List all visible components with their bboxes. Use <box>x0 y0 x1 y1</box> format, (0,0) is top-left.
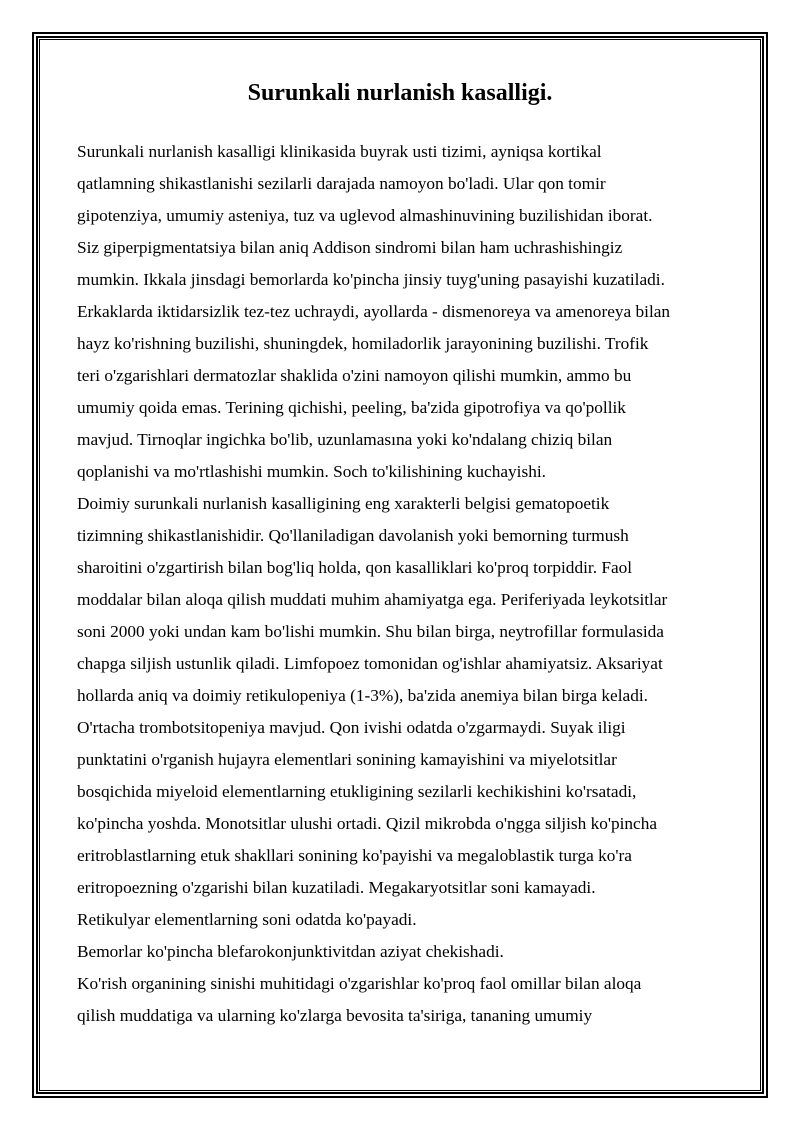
text-line: umumiy qoida emas. Terining qichishi, peeling, ba'zida gipotrofiya va qo'pollik <box>77 398 626 417</box>
document-body <box>77 136 737 1032</box>
text-line: Surunkali nurlanish kasalligi klinikasida buyrak usti tizimi, ayniqsa kortikal <box>77 142 602 161</box>
text-line: hollarda aniq va doimiy retikulopeniya (1-3%), ba'zida anemiya bilan birga keladi. <box>77 686 648 705</box>
text-line: teri o'zgarishlari dermatozlar shaklida o'zini namoyon qilishi mumkin, ammo bu <box>77 366 632 385</box>
text-line: mumkin. Ikkala jinsdagi bemorlarda ko'pincha jinsiy tuyg'uning pasayishi kuzatiladi. <box>77 270 665 289</box>
text-line: sharoitini o'zgartirish bilan bog'liq holda, qon kasalliklari ko'proq torpiddir. Faol <box>77 558 633 577</box>
document-title: Surunkali nurlanish kasalligi. <box>247 80 553 106</box>
text-line: Erkaklarda iktidarsizlik tez-tez uchraydi, ayollarda - dismenoreya va amenoreya bilan <box>77 302 671 321</box>
text-line: moddalar bilan aloqa qilish muddati muhim ahamiyatga ega. Periferiyada leykotsitlar <box>77 590 668 609</box>
text-line: eritropoezning o'zgarishi bilan kuzatiladi. Megakaryotsitlar soni kamayadi. <box>77 878 596 897</box>
text-line: gipotenziya, umumiy asteniya, tuz va uglevod almashinuvining buzilishidan iborat. <box>77 206 653 225</box>
text-line: ko'pincha yoshda. Monotsitlar ulushi ortadi. Qizil mikrobda o'ngga siljish ko'pincha <box>77 814 658 833</box>
text-line: O'rtacha trombotsitopeniya mavjud. Qon ivishi odatda o'zgarmaydi. Suyak iligi <box>77 718 626 737</box>
text-line: eritroblastlarning etuk shakllari sonining ko'payishi va megaloblastik turga ko'ra <box>77 846 632 865</box>
text-line: bosqichida miyeloid elementlarning etukligining sezilarli kechikishini ko'rsatadi, <box>77 782 637 801</box>
text-line: tizimning shikastlanishidir. Qo'llaniladigan davolanish yoki bemorning turmush <box>77 526 629 545</box>
text-line: hayz ko'rishning buzilishi, shuningdek, homiladorlik jarayonining buzilishi. Trofik <box>77 334 649 353</box>
text-line: Ko'rish organining sinishi muhitidagi o'zgarishlar ko'proq faol omillar bilan aloqa <box>77 974 642 993</box>
text-line: qilish muddatiga va ularning ko'zlarga bevosita ta'siriga, tananing umumiy <box>77 1006 593 1025</box>
text-line: Bemorlar ko'pincha blefarokonjunktivitdan aziyat chekishadi. <box>77 942 504 961</box>
text-line: chapga siljish ustunlik qiladi. Limfopoez tomonidan og'ishlar ahamiyatsiz. Aksariyat <box>77 654 663 673</box>
text-line: punktatini o'rganish hujayra elementlari sonining kamayishini va miyelotsitlar <box>77 750 617 769</box>
text-line: mavjud. Tirnoqlar ingichka bo'lib, uzunlamasına yoki ko'ndalang chiziq bilan <box>77 430 613 449</box>
text-line: Doimiy surunkali nurlanish kasalligining eng xarakterli belgisi gematopoetik <box>77 494 610 513</box>
text-line: qatlamning shikastlanishi sezilarli darajada namoyon bo'ladi. Ular qon tomir <box>77 174 606 193</box>
text-line: Siz giperpigmentatsiya bilan aniq Addison sindromi bilan ham uchrashishingiz <box>77 238 623 257</box>
text-line: qoplanishi va mo'rtlashishi mumkin. Soch to'kilishining kuchayishi. <box>77 462 546 481</box>
text-line: Retikulyar elementlarning soni odatda ko'payadi. <box>77 910 417 929</box>
text-line: soni 2000 yoki undan kam bo'lishi mumkin. Shu bilan birga, neytrofillar formulasida <box>77 622 664 641</box>
